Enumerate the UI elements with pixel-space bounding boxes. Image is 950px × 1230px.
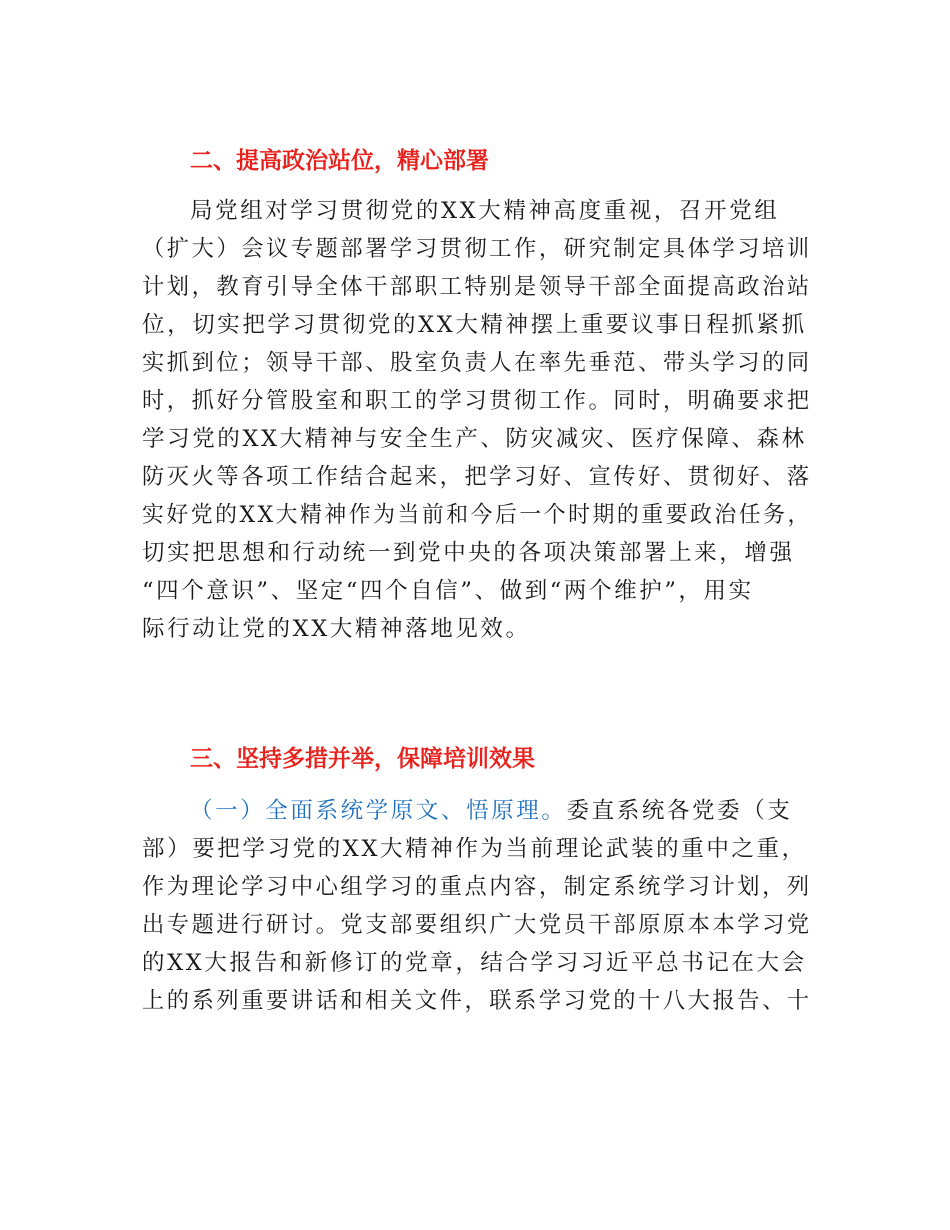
section-3-heading: 三、坚持多措并举，保障培训效果 <box>190 746 535 772</box>
section-2-line: 学习党的XX大精神与安全生产、防灾减灾、医疗保障、森林 <box>142 426 807 452</box>
section-3-first-line-text: 委直系统各党委（支 <box>566 798 793 824</box>
section-3-line: 出专题进行研讨。党支部要组织广大党员干部原原本本学习党 <box>142 912 812 938</box>
section-2-line: 时，抓好分管股室和职工的学习贯彻工作。同时，明确要求把 <box>142 388 812 414</box>
section-3-first-line <box>190 800 792 823</box>
section-3-line: 部）要把学习党的XX大精神作为当前理论武装的重中之重， <box>142 836 807 862</box>
section-2-line: “四个意识”、坚定“四个自信”、做到“两个维护”，用实 <box>142 578 754 604</box>
section-2-line: 切实把思想和行动统一到党中央的各项决策部署上来，增强 <box>142 540 795 566</box>
section-2-line: 实好党的XX大精神作为当前和今后一个时期的重要政治任务， <box>142 502 812 528</box>
section-2-line: 局党组对学习贯彻党的XX大精神高度重视，召开党组 <box>190 198 780 224</box>
section-2-heading: 二、提高政治站位，精心部署 <box>190 148 489 174</box>
section-2-line: （扩大）会议专题部署学习贯彻工作，研究制定具体学习培训 <box>142 236 812 262</box>
section-2-line: 计划，教育引导全体干部职工特别是领导干部全面提高政治站 <box>142 274 812 300</box>
section-2-line: 实抓到位；领导干部、股室负责人在率先垂范、带头学习的同 <box>142 350 812 376</box>
section-3-line: 上的系列重要讲话和相关文件，联系学习党的十八大报告、十 <box>142 988 812 1014</box>
section-2-line: 防灭火等各项工作结合起来，把学习好、宣传好、贯彻好、落 <box>142 464 812 490</box>
section-3-subheading: （一）全面系统学原文、悟原理。 <box>190 798 567 824</box>
section-2-line: 际行动让党的XX大精神落地见效。 <box>142 616 531 642</box>
section-3-line: 作为理论学习中心组学习的重点内容，制定系统学习计划，列 <box>142 874 812 900</box>
section-2-line: 位，切实把学习贯彻党的XX大精神摆上重要议事日程抓紧抓 <box>142 312 807 338</box>
section-3-line: 的XX大报告和新修订的党章，结合学习习近平总书记在大会 <box>142 950 807 976</box>
